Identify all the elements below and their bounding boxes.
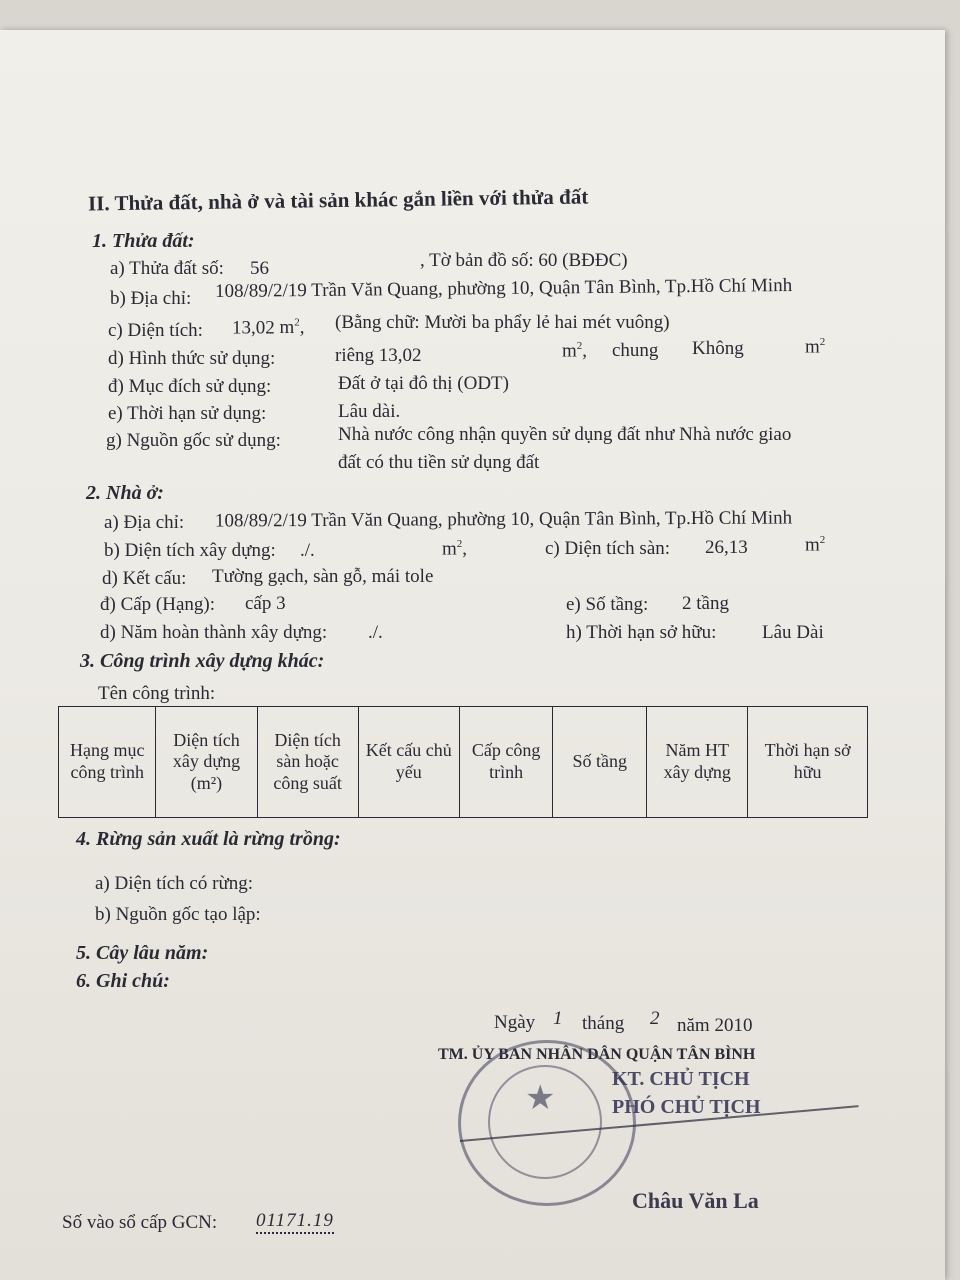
unit-m2: $m^2$, (279, 317, 305, 339)
house-floor-area-label: c) Diện tích sàn: (545, 538, 671, 559)
other-heading: 3. Công trình xây dựng khác: (80, 650, 325, 672)
land-use-shared-label: chung (612, 340, 659, 361)
seal-star-icon: ★ (525, 1080, 556, 1117)
land-use-form-label: d) Hình thức sử dụng: (108, 348, 276, 369)
house-floors-label: e) Số tầng: (566, 594, 649, 615)
house-structure: Tường gạch, sàn gỗ, mái tole (212, 566, 434, 587)
house-ownership-term: Lâu Dài (762, 622, 824, 643)
sign-date-day: 1 (553, 1008, 563, 1029)
land-map-sheet: , Tờ bản đồ số: 60 (BĐĐC) (420, 250, 628, 271)
sign-date-day-label: Ngày (494, 1012, 536, 1033)
other-name-label: Tên công trình: (98, 683, 216, 704)
land-address-label: b) Địa chỉ: (110, 288, 192, 309)
house-year: ./. (368, 622, 383, 643)
col-category: Hạng mục công trình (59, 707, 156, 818)
house-floor-area-unit: $m^2$ (805, 534, 826, 556)
col-ownership-term: Thời hạn sở hữu (748, 707, 868, 818)
land-origin-label: g) Nguồn gốc sử dụng: (106, 430, 281, 451)
house-grade-label: đ) Cấp (Hạng): (100, 594, 216, 615)
col-floor-area: Diện tích sàn hoặc công suất (257, 707, 358, 818)
house-floors: 2 tầng (682, 593, 729, 614)
sign-role-1: KT. CHỦ TỊCH (612, 1068, 750, 1090)
forest-heading: 4. Rừng sản xuất là rừng trồng: (76, 828, 341, 850)
land-address: 108/89/2/19 Trần Văn Quang, phường 10, Quận Tân Bình, Tp.Hồ Chí Minh (214, 274, 793, 303)
house-build-area: ./. (300, 540, 315, 561)
house-address: 108/89/2/19 Trần Văn Quang, phường 10, Quận Tân Bình, Tp.Hồ Chí Minh (214, 507, 793, 532)
col-floors: Số tầng (553, 707, 647, 818)
land-origin-line1: Nhà nước công nhận quyền sử dụng đất như Nhà nước giao (338, 424, 792, 445)
land-origin-line2: đất có thu tiền sử dụng đất (338, 452, 540, 473)
house-ownership-term-label: h) Thời hạn sở hữu: (566, 622, 717, 643)
register-label: Số vào sổ cấp GCN: (62, 1212, 218, 1233)
land-plot-number-label: a) Thửa đất số: (110, 258, 224, 279)
land-use-private: riêng 13,02 (335, 345, 422, 366)
col-build-area: Diện tích xây dựng (m²) (156, 707, 257, 818)
house-build-area-unit: $m^2$, (442, 538, 468, 560)
sign-date-month-label: tháng (582, 1013, 625, 1034)
section-title: II. Thửa đất, nhà ở và tài sản khác gắn liền với thửa đất (87, 184, 589, 216)
register-number: 01171.19 (256, 1210, 334, 1234)
land-plot-number: 56 (250, 258, 269, 279)
col-structure: Kết cấu chủ yếu (358, 707, 459, 818)
house-address-label: a) Địa chỉ: (104, 512, 185, 533)
house-build-area-label: b) Diện tích xây dựng: (104, 540, 276, 561)
land-use-private-unit: $m^2$, (562, 340, 588, 362)
sign-date-year: năm 2010 (677, 1015, 753, 1036)
forest-area-label: a) Diện tích có rừng: (95, 873, 254, 894)
land-area-value (232, 317, 305, 339)
house-heading: 2. Nhà ở: (86, 482, 164, 504)
land-term: Lâu dài. (338, 401, 401, 422)
land-purpose-label: đ) Mục đích sử dụng: (108, 376, 272, 397)
land-heading: 1. Thửa đất: (92, 230, 195, 252)
land-area-label: c) Diện tích: (108, 320, 203, 341)
perennial-heading: 5. Cây lâu năm: (76, 942, 209, 964)
land-term-label: e) Thời hạn sử dụng: (108, 403, 267, 424)
house-floor-area: 26,13 (705, 537, 748, 558)
house-structure-label: d) Kết cấu: (102, 568, 187, 589)
house-grade: cấp 3 (245, 593, 286, 614)
table-header-row (59, 707, 868, 818)
land-area-number: 13,02 (232, 317, 275, 339)
col-grade: Cấp công trình (459, 707, 553, 818)
sign-role-2: PHÓ CHỦ TỊCH (612, 1096, 761, 1118)
forest-origin-label: b) Nguồn gốc tạo lập: (95, 904, 261, 925)
sign-date-month: 2 (650, 1008, 660, 1029)
construction-table (58, 706, 868, 818)
land-use-shared-unit: $m^2$ (805, 336, 826, 358)
land-area-words: (Bằng chữ: Mười ba phẩy lẻ hai mét vuông) (335, 312, 670, 333)
land-use-shared-value: Không (692, 338, 744, 359)
signer-name: Châu Văn La (632, 1188, 759, 1213)
notes-heading: 6. Ghi chú: (76, 970, 170, 992)
land-purpose: Đất ở tại đô thị (ODT) (338, 373, 509, 394)
col-year: Năm HT xây dựng (647, 707, 748, 818)
house-year-label: d) Năm hoàn thành xây dựng: (100, 622, 328, 643)
sign-org: TM. ỦY BAN NHÂN DÂN QUẬN TÂN BÌNH (438, 1046, 756, 1063)
